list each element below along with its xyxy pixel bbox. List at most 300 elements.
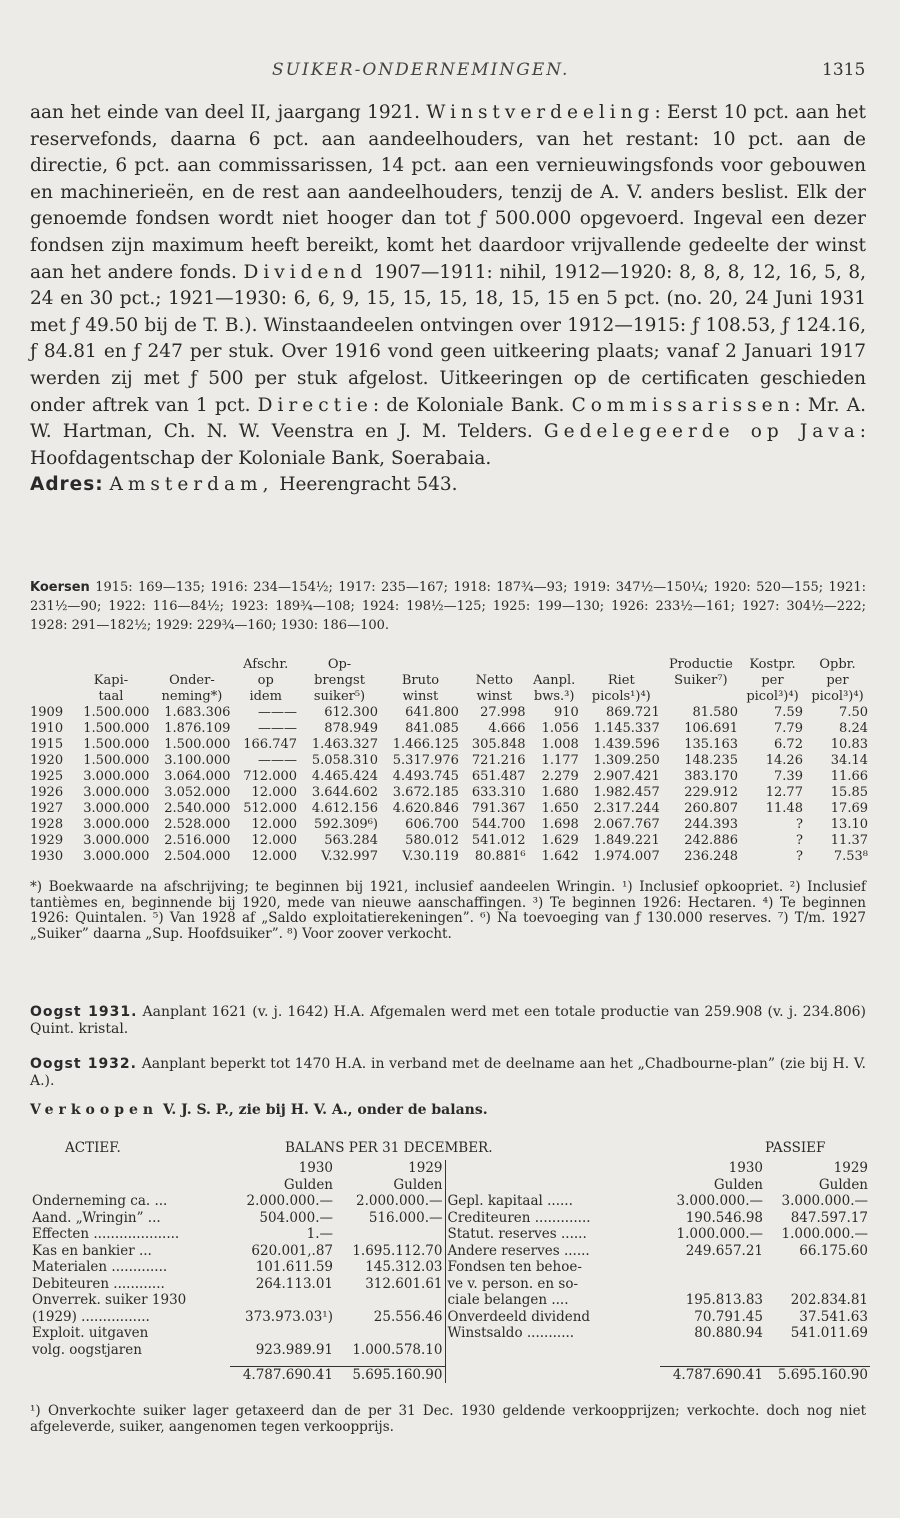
- year-cell: 1927: [30, 801, 64, 816]
- value-cell: ———: [258, 705, 298, 720]
- value-cell: 4.612.156: [311, 801, 378, 816]
- amount-cell: [230, 1325, 335, 1342]
- value-cell: 606.700: [405, 817, 459, 832]
- total-cell: 5.695.160.90: [335, 1366, 445, 1383]
- header-cell: [581, 657, 662, 673]
- company-description: [30, 100, 866, 499]
- text-segment: 1907—1911: nihil, 1912—1920: 8, 8, 8, 12, 16, 5, 8, 24 en 30 pct.; 1921—1930: 6, 6, 9, 15, 15, 15, 18, 15, 15 en 5 pct. (no. 20, 24 Juni 1931 met ƒ 49.50 bij de T. B.). Winstaandeelen ontvingen over 1912—1915: ƒ 108.53, ƒ 124.16, ƒ 84.81 en ƒ 247 per stuk. Over 1916 vond geen uitkeering plaats; vanaf 2 Januari 1917 werden zij met ƒ 500 per stuk afgelost. Uitkeeringen op de certificaten geschieden onder aftrek van 1 pct.: [30, 261, 867, 416]
- label-cell: Crediteuren .............: [445, 1210, 660, 1227]
- production-row: [30, 753, 870, 769]
- value-cell: 12.000: [251, 785, 298, 800]
- total-cell: 5.695.160.90: [765, 1366, 870, 1383]
- production-row: [30, 849, 870, 865]
- header-cell: [30, 673, 70, 689]
- header-cell: [151, 657, 232, 673]
- production-row: [30, 721, 870, 737]
- value-cell: ?: [795, 817, 803, 832]
- header-cell: brengst: [314, 673, 365, 688]
- header-cell: [528, 657, 581, 673]
- balance-row: [30, 1243, 870, 1260]
- header-cell: picol³)⁴): [811, 689, 864, 704]
- harvest-1932: [30, 1056, 866, 1090]
- value-cell: 512.000: [243, 801, 298, 816]
- header-cell: Kostpr.: [749, 657, 796, 672]
- balance-row: [30, 1226, 870, 1243]
- value-cell: 236.248: [684, 849, 738, 864]
- amount-cell: 2.000.000.—: [356, 1193, 443, 1209]
- value-cell: 2.067.767: [593, 817, 660, 832]
- value-cell: 5.058.310: [311, 753, 378, 768]
- header-cell: [662, 689, 740, 705]
- value-cell: 6.72: [774, 737, 803, 752]
- currency-cell: Gulden: [818, 1176, 868, 1193]
- value-cell: 10.83: [830, 737, 868, 752]
- amount-cell: 101.611.59: [255, 1259, 333, 1275]
- value-cell: 3.672.185: [392, 785, 459, 800]
- value-cell: 1.466.125: [392, 737, 459, 752]
- header-cell: Bruto: [401, 673, 440, 688]
- amount-cell: 195.813.83: [685, 1292, 763, 1308]
- value-cell: ?: [795, 833, 803, 848]
- value-cell: 3.000.000: [83, 769, 150, 784]
- value-cell: 1.500.000: [83, 737, 150, 752]
- balance-currency-row: [30, 1177, 870, 1194]
- label-cell: Andere reserves ......: [445, 1243, 660, 1260]
- amount-cell: 66.175.60: [799, 1242, 868, 1259]
- value-cell: 1.309.250: [593, 753, 660, 768]
- value-cell: 17.69: [830, 801, 868, 816]
- year-cell: 1929: [408, 1160, 443, 1176]
- amount-cell: [335, 1226, 445, 1243]
- production-table-body: [30, 705, 870, 865]
- balance-row: [30, 1276, 870, 1293]
- page-number: 1315: [822, 60, 866, 80]
- value-cell: 242.886: [684, 833, 738, 848]
- label-cell: Onverrek. suiker 1930: [32, 1292, 187, 1308]
- value-cell: V.30.119: [402, 849, 459, 864]
- year-cell: 1930: [298, 1160, 333, 1176]
- value-cell: 1.982.457: [593, 785, 660, 800]
- header-cell: [30, 657, 70, 673]
- amount-cell: 1.000.000.—: [676, 1226, 763, 1242]
- value-cell: 2.504.000: [164, 849, 231, 864]
- label-cell: Onverdeeld dividend: [445, 1309, 660, 1326]
- value-cell: 244.393: [684, 817, 738, 832]
- year-cell: 1925: [30, 769, 64, 784]
- balance-row: [30, 1325, 870, 1342]
- value-cell: 14.26: [765, 753, 803, 768]
- harvest-1931: [30, 1004, 866, 1038]
- currency-cell: Gulden: [283, 1176, 333, 1193]
- blank-cell: [30, 1177, 230, 1194]
- header-cell: Netto: [475, 673, 513, 688]
- value-cell: 12.000: [251, 849, 298, 864]
- value-cell: 1.145.337: [593, 721, 660, 736]
- production-row: [30, 737, 870, 753]
- value-cell: ?: [795, 849, 803, 864]
- harvest-1931-text: Aanplant 1621 (v. j. 1642) H.A. Afgemalen werd met een totale productie van 259.908 (v. j. 234.806) Quint. kristal.: [30, 1004, 866, 1037]
- value-cell: 1.056: [541, 721, 579, 736]
- label-cell: Aand. „Wringin” ...: [32, 1209, 161, 1226]
- sales-label: Verkoopen: [30, 1102, 159, 1118]
- amount-cell: [335, 1292, 445, 1309]
- header-cell: bws.³): [533, 689, 575, 704]
- sales-line: [30, 1102, 866, 1118]
- amount-cell: 504.000.—: [259, 1209, 333, 1226]
- value-cell: 1.500.000: [83, 705, 150, 720]
- address-street: Heerengracht 543.: [273, 474, 458, 496]
- value-cell: 712.000: [243, 769, 298, 784]
- amount-cell: 80.880.94: [694, 1325, 763, 1341]
- value-cell: 3.000.000: [83, 817, 150, 832]
- value-cell: V.32.997: [321, 849, 378, 864]
- amount-cell: 541.011.69: [790, 1325, 868, 1341]
- value-cell: 7.50: [839, 705, 868, 720]
- heading-directie: Directie: [257, 394, 373, 416]
- value-cell: 1.500.000: [83, 753, 150, 768]
- balance-assets-label: ACTIEF.: [65, 1140, 121, 1156]
- label-cell: Onderneming ca. ...: [32, 1193, 168, 1209]
- heading-gedelegeerde: Gedelegeerde op Java: [543, 421, 860, 443]
- value-cell: 3.100.000: [164, 753, 231, 768]
- value-cell: 7.53⁸: [833, 849, 868, 864]
- text-segment: : Mr. A. W. Hartman, Ch. N. W. Veenstra en J. M. Telders.: [30, 394, 866, 443]
- amount-cell: 1.000.000.—: [781, 1226, 868, 1242]
- harvest-1932-text: Aanplant beperkt tot 1470 H.A. in verband met de deelname aan het „Chadbourne-plan” (zie bij H. V. A.).: [30, 1056, 866, 1089]
- value-cell: 3.052.000: [164, 785, 231, 800]
- value-cell: 1.463.327: [311, 737, 378, 752]
- header-cell: picol³)⁴): [746, 689, 799, 704]
- value-cell: 1.680: [541, 785, 579, 800]
- value-cell: 2.317.244: [593, 801, 660, 816]
- value-cell: 135.163: [684, 737, 738, 752]
- harvest-1931-label: Oogst 1931.: [30, 1004, 138, 1020]
- value-cell: 106.691: [684, 721, 738, 736]
- text-segment: : de Koloniale Bank.: [372, 394, 572, 416]
- value-cell: 148.235: [684, 753, 738, 768]
- amount-cell: [335, 1325, 445, 1342]
- amount-cell: 145.312.03: [365, 1259, 443, 1275]
- value-cell: 651.487: [471, 769, 526, 784]
- header-cell: Op-: [327, 657, 352, 672]
- value-cell: 2.540.000: [164, 801, 231, 816]
- amount-cell: 620.001,.87: [251, 1242, 333, 1259]
- balance-row: [30, 1259, 870, 1276]
- value-cell: 1.849.221: [593, 833, 660, 848]
- value-cell: ———: [258, 753, 298, 768]
- year-cell: 1909: [30, 705, 64, 720]
- value-cell: 841.085: [405, 721, 459, 736]
- value-cell: 3.000.000: [83, 785, 150, 800]
- amount-cell: 202.834.81: [790, 1292, 868, 1308]
- address-city: Amsterdam,: [109, 474, 274, 496]
- header-cell: taal: [98, 689, 124, 704]
- value-cell: 1.683.306: [164, 705, 231, 720]
- header-cell: [30, 689, 70, 705]
- value-cell: 11.66: [830, 769, 868, 784]
- label-cell: Debiteuren ............: [32, 1275, 165, 1292]
- amount-cell: 1.695.112.70: [352, 1242, 443, 1259]
- value-cell: 4.666: [488, 721, 526, 736]
- value-cell: 1.698: [541, 817, 579, 832]
- value-cell: 580.012: [405, 833, 459, 848]
- balance-row: [30, 1342, 870, 1359]
- share-prices-text: 1915: 169—135; 1916: 234—154½; 1917: 235—167; 1918: 187¾—93; 1919: 347½—150¼; 1920: 520—155; 1921: 231½—90; 1922: 116—84½; 1923: 189¾—108; 1924: 198½—125; 1925: 199—130; 1926: 233½—161; 1927: 304½—222; 1928: 291—182½; 1929: 229¾—160; 1930: 186—100.: [30, 580, 866, 633]
- year-cell: 1929: [30, 833, 64, 848]
- value-cell: 2.516.000: [164, 833, 231, 848]
- header-cell: winst: [402, 689, 439, 704]
- value-cell: 910: [553, 705, 579, 720]
- value-cell: 3.644.602: [311, 785, 378, 800]
- amount-cell: 1.000.578.10: [352, 1341, 443, 1358]
- label-cell: Winstsaldo ...........: [445, 1325, 660, 1342]
- production-row: [30, 801, 870, 817]
- amount-cell: 2.000.000.—: [246, 1193, 333, 1209]
- amount-cell: 264.113.01: [255, 1275, 333, 1292]
- header-cell: Onder-: [169, 673, 215, 688]
- balance-row: [30, 1292, 870, 1309]
- blank-cell: [30, 1160, 230, 1177]
- value-cell: 3.000.000: [83, 849, 150, 864]
- header-cell: idem: [249, 689, 282, 704]
- balance-year-row: [30, 1160, 870, 1177]
- label-cell: Fondsen ten behoe-: [445, 1259, 660, 1276]
- value-cell: 541.012: [471, 833, 526, 848]
- production-header-row: [30, 673, 870, 689]
- amount-cell: 847.597.17: [790, 1209, 868, 1226]
- value-cell: 791.367: [471, 801, 526, 816]
- header-cell: suiker⁵): [313, 689, 366, 704]
- value-cell: 1.629: [541, 833, 579, 848]
- value-cell: 260.807: [684, 801, 738, 816]
- amount-cell: 25.556.46: [373, 1308, 443, 1325]
- production-footnotes: *) Boekwaarde na afschrijving; te beginnen bij 1921, inclusief aandeelen Wringin. ¹) Inclusief opkoopriet. ²) Inclusief tantièmes en, beginnende bij 1920, mede van nieuwe aanschaffingen. ³) Te beginnen 1926: Hectaren. ⁴) Te beginnen 1926: Quintalen. ⁵) Van 1928 af „Saldo exploitatierekeningen”. ⁶) Na toevoeging van ƒ 130.000 reserves. ⁷) T/m. 1927 „Suiker” daarna „Sup. Hoofdsuiker”. ⁸) Voor zoover verkocht.: [30, 879, 866, 942]
- value-cell: 383.170: [684, 769, 738, 784]
- value-cell: 1.974.007: [593, 849, 660, 864]
- blank-cell: [445, 1366, 660, 1383]
- year-cell: 1915: [30, 737, 64, 752]
- year-cell: 1928: [30, 817, 64, 832]
- harvest-1932-label: Oogst 1932.: [30, 1056, 137, 1072]
- production-header-row: [30, 689, 870, 705]
- year-cell: 1920: [30, 753, 64, 768]
- production-table: [30, 657, 870, 865]
- amount-cell: [230, 1292, 335, 1309]
- value-cell: 7.59: [774, 705, 803, 720]
- balance-sheet: [30, 1140, 870, 1383]
- value-cell: 34.14: [830, 753, 868, 768]
- header-cell: Kapi-: [93, 673, 129, 688]
- value-cell: 4.465.424: [311, 769, 378, 784]
- label-cell: Gepl. kapitaal ......: [445, 1193, 660, 1210]
- value-cell: 8.24: [839, 721, 868, 736]
- amount-cell: [765, 1342, 870, 1359]
- value-cell: 80.881⁶: [474, 849, 526, 864]
- value-cell: ———: [258, 721, 298, 736]
- value-cell: 1.439.596: [593, 737, 660, 752]
- label-cell: Kas en bankier ...: [32, 1242, 152, 1259]
- label-cell: ciale belangen ....: [445, 1292, 660, 1309]
- text-segment: aan het einde van deel II, jaargang 1921.: [30, 102, 427, 123]
- heading-dividend: Dividend: [243, 261, 368, 283]
- year-cell: 1930: [30, 849, 64, 864]
- year-cell: 1929: [833, 1160, 868, 1176]
- value-cell: 5.317.976: [392, 753, 459, 768]
- value-cell: 27.998: [480, 705, 526, 720]
- value-cell: 563.284: [324, 833, 378, 848]
- value-cell: 1.650: [541, 801, 579, 816]
- production-row: [30, 785, 870, 801]
- label-cell: (1929) ................: [32, 1308, 150, 1325]
- balance-table: [30, 1160, 870, 1383]
- value-cell: 544.700: [471, 817, 526, 832]
- value-cell: 1.500.000: [164, 737, 231, 752]
- amount-cell: [765, 1276, 870, 1293]
- value-cell: 12.000: [251, 817, 298, 832]
- amount-cell: 3.000.000.—: [781, 1193, 868, 1209]
- header-cell: Suiker⁷): [674, 673, 728, 688]
- amount-cell: [765, 1259, 870, 1276]
- value-cell: 2.907.421: [593, 769, 660, 784]
- share-prices-label: Koersen: [30, 580, 90, 595]
- label-cell: volg. oogstjaren: [32, 1341, 142, 1358]
- value-cell: 12.77: [765, 785, 803, 800]
- blank-cell: [445, 1177, 660, 1194]
- heading-commissarissen: Commissarissen: [571, 394, 795, 416]
- heading-winstverdeeling: Winstverdeeling: [426, 102, 655, 123]
- amount-cell: 312.601.61: [365, 1275, 443, 1292]
- header-cell: [380, 657, 461, 673]
- header-cell: [461, 657, 528, 673]
- header-cell: picols¹)⁴): [591, 689, 651, 704]
- value-cell: 13.10: [830, 817, 868, 832]
- value-cell: 4.493.745: [392, 769, 459, 784]
- header-cell: Riet: [607, 673, 635, 688]
- balance-row: [30, 1193, 870, 1210]
- currency-cell: Gulden: [393, 1176, 443, 1193]
- amount-cell: 249.657.21: [685, 1242, 763, 1259]
- address-line: [30, 472, 866, 499]
- value-cell: 7.79: [774, 721, 803, 736]
- text-segment: : Eerst 10 pct. aan het reservefonds, daarna 6 pct. aan aandeelhouders, van het restant: 10 pct. aan de directie, 6 pct. aan commissarissen, 14 pct. aan een vernieuwingsfonds voor gebouwen en machinerieën, en de rest aan aandeelhouders, tenzij de A. V. anders beslist. Elk der genoemde fondsen wordt niet hooger dan tot ƒ 500.000 opgevoerd. Ingeval een dezer fondsen zijn maximum heeft bereikt, komt het daardoor vrijvallende gedeelte der winst aan het andere fonds.: [30, 102, 866, 283]
- blank-cell: [445, 1160, 660, 1177]
- value-cell: 633.310: [471, 785, 526, 800]
- label-cell: Effecten ....................: [32, 1226, 180, 1242]
- year-cell: 1910: [30, 721, 64, 736]
- total-cell: 4.787.690.41: [230, 1366, 335, 1383]
- value-cell: 4.620.846: [392, 801, 459, 816]
- header-cell: Aanpl.: [533, 673, 576, 688]
- description-paragraph: [30, 100, 866, 472]
- production-row: [30, 769, 870, 785]
- header-cell: neming*): [161, 689, 223, 704]
- header-cell: Productie: [668, 657, 733, 672]
- production-row: [30, 705, 870, 721]
- value-cell: 3.000.000: [83, 833, 150, 848]
- value-cell: 2.528.000: [164, 817, 231, 832]
- label-cell: ve v. person. en so-: [445, 1276, 660, 1293]
- header-cell: Afschr.: [243, 657, 289, 672]
- running-header: [0, 58, 900, 88]
- value-cell: 305.848: [471, 737, 526, 752]
- value-cell: 15.85: [830, 785, 868, 800]
- amount-cell: 3.000.000.—: [676, 1193, 763, 1209]
- share-prices: [30, 578, 866, 635]
- currency-cell: Gulden: [713, 1176, 763, 1193]
- value-cell: 1.642: [541, 849, 579, 864]
- label-cell: Materialen .............: [32, 1259, 168, 1275]
- label-cell: Exploit. uitgaven: [32, 1325, 149, 1341]
- value-cell: 3.064.000: [164, 769, 231, 784]
- value-cell: 229.912: [684, 785, 738, 800]
- spacer-row: [30, 1358, 870, 1366]
- year-cell: 1926: [30, 785, 64, 800]
- value-cell: 11.37: [830, 833, 868, 848]
- total-cell: 4.787.690.41: [660, 1366, 765, 1383]
- production-row: [30, 833, 870, 849]
- balance-liabilities-label: PASSIEF: [765, 1140, 826, 1156]
- amount-cell: 516.000.—: [368, 1209, 443, 1226]
- running-title: SUIKER-ONDERNEMINGEN.: [272, 60, 570, 80]
- value-cell: 2.279: [541, 769, 579, 784]
- value-cell: 11.48: [765, 801, 803, 816]
- value-cell: 612.300: [324, 705, 378, 720]
- value-cell: 869.721: [605, 705, 660, 720]
- header-cell: winst: [476, 689, 513, 704]
- balance-title: BALANS PER 31 DECEMBER.: [285, 1140, 493, 1156]
- blank-cell: [30, 1366, 230, 1383]
- label-cell: Statut. reserves ......: [445, 1226, 660, 1243]
- header-cell: op: [257, 673, 274, 688]
- amount-cell: [660, 1342, 765, 1359]
- amount-cell: 70.791.45: [694, 1308, 763, 1325]
- value-cell: 81.580: [692, 705, 738, 720]
- amount-cell: 373.973.03¹): [245, 1308, 333, 1325]
- balance-row: [30, 1210, 870, 1227]
- address-label: Adres:: [30, 474, 104, 496]
- value-cell: 721.216: [471, 753, 526, 768]
- value-cell: 1.008: [541, 737, 579, 752]
- value-cell: 878.949: [324, 721, 378, 736]
- amount-cell: 37.541.63: [799, 1308, 868, 1325]
- amount-cell: [660, 1259, 765, 1276]
- label-cell: [445, 1342, 660, 1359]
- header-cell: [70, 657, 151, 673]
- value-cell: 641.800: [405, 705, 459, 720]
- balance-footnote: ¹) Onverkochte suiker lager getaxeerd dan de per 31 Dec. 1930 geldende verkoopprijzen; verkochte. doch nog niet afgeleverde, suiker, aangenomen tegen verkoopprijs.: [30, 1403, 866, 1435]
- year-cell: 1930: [728, 1160, 763, 1176]
- text-segment: : Hoofdagentschap der Koloniale Bank, Soerabaia.: [30, 421, 866, 469]
- value-cell: 7.39: [774, 769, 803, 784]
- amount-cell: 1.—: [306, 1226, 333, 1242]
- balance-rows: [30, 1193, 870, 1358]
- header-cell: per: [761, 673, 784, 688]
- value-cell: 12.000: [251, 833, 298, 848]
- production-row: [30, 817, 870, 833]
- value-cell: 3.000.000: [83, 801, 150, 816]
- amount-cell: 190.546.98: [685, 1209, 763, 1226]
- balance-row: [30, 1309, 870, 1326]
- balance-total-row: [30, 1366, 870, 1383]
- value-cell: 1.177: [541, 753, 579, 768]
- amount-cell: 923.989.91: [255, 1341, 333, 1358]
- production-header-row: [30, 657, 870, 673]
- value-cell: 1.876.109: [164, 721, 231, 736]
- value-cell: 166.747: [243, 737, 298, 752]
- value-cell: 1.500.000: [83, 721, 150, 736]
- value-cell: 592.309⁶): [313, 817, 378, 832]
- amount-cell: [660, 1276, 765, 1293]
